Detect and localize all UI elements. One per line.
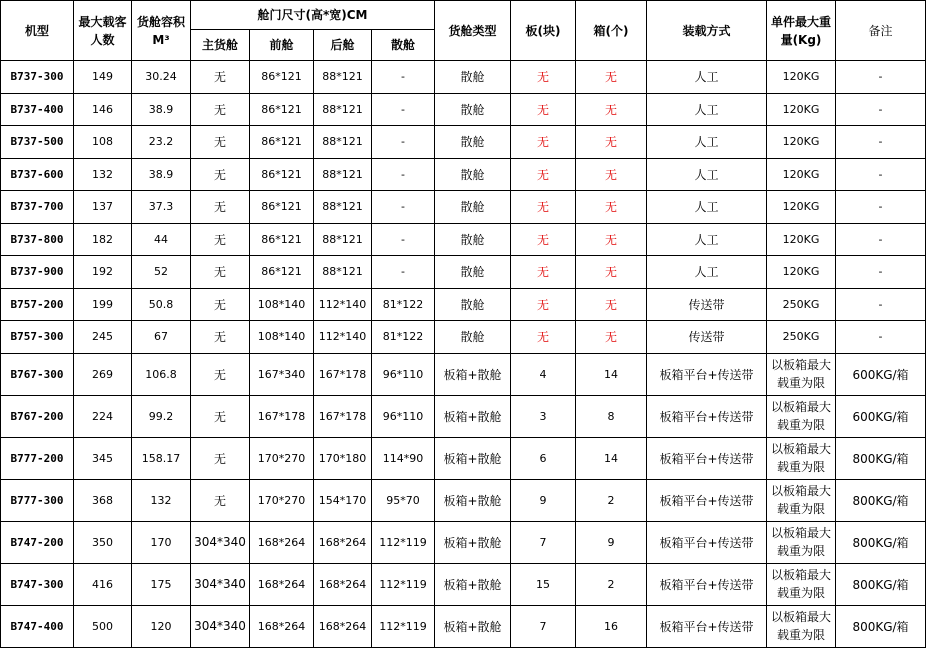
table-row [1, 158, 926, 191]
cell-door-main: 无 [191, 191, 250, 224]
cell-volume: 37.3 [132, 191, 191, 224]
cell-door-main: 无 [191, 321, 250, 354]
cell-door-rear: 167*178 [314, 395, 372, 437]
cell-remark: 600KG/箱 [836, 353, 926, 395]
cell-door-front: 167*340 [250, 353, 314, 395]
cell-remark: - [836, 223, 926, 256]
table-row [1, 353, 926, 395]
cell-door-main: 无 [191, 158, 250, 191]
cell-pallet: 无 [511, 191, 576, 224]
cell-door-bulk: 112*119 [372, 521, 435, 563]
cell-door-bulk: - [372, 93, 435, 126]
header-remark: 备注 [836, 1, 926, 61]
cell-door-bulk: 112*119 [372, 563, 435, 605]
cell-container: 无 [576, 256, 647, 289]
cell-door-rear: 88*121 [314, 93, 372, 126]
cell-hold-type: 散舱 [435, 158, 511, 191]
cell-door-main: 无 [191, 437, 250, 479]
cell-max-weight: 120KG [767, 126, 836, 159]
cell-remark: - [836, 93, 926, 126]
cell-model: B777-300 [1, 479, 74, 521]
header-loading: 装载方式 [647, 1, 767, 61]
cell-loading: 板箱平台+传送带 [647, 605, 767, 647]
table-row [1, 61, 926, 94]
cell-remark: - [836, 158, 926, 191]
cell-hold-type: 散舱 [435, 256, 511, 289]
cell-container: 14 [576, 437, 647, 479]
cell-container: 无 [576, 223, 647, 256]
cell-pallet: 无 [511, 61, 576, 94]
cell-container: 2 [576, 479, 647, 521]
cell-capacity: 416 [74, 563, 132, 605]
cell-pallet: 无 [511, 223, 576, 256]
cell-container: 9 [576, 521, 647, 563]
cell-model: B767-300 [1, 353, 74, 395]
cell-model: B737-500 [1, 126, 74, 159]
cell-door-bulk: - [372, 158, 435, 191]
table-row [1, 256, 926, 289]
cell-hold-type: 板箱+散舱 [435, 563, 511, 605]
header-door-bulk: 散舱 [372, 30, 435, 61]
table-row [1, 321, 926, 354]
header-max-weight: 单件最大重量(Kg) [767, 1, 836, 61]
header-hold-type: 货舱类型 [435, 1, 511, 61]
cell-pallet: 无 [511, 288, 576, 321]
cell-hold-type: 散舱 [435, 93, 511, 126]
cell-capacity: 350 [74, 521, 132, 563]
cell-door-main: 304*340 [191, 521, 250, 563]
cell-container: 无 [576, 288, 647, 321]
cell-door-front: 108*140 [250, 288, 314, 321]
cell-model: B747-200 [1, 521, 74, 563]
cell-door-rear: 167*178 [314, 353, 372, 395]
cell-container: 8 [576, 395, 647, 437]
cell-volume: 23.2 [132, 126, 191, 159]
cell-container: 16 [576, 605, 647, 647]
cell-door-main: 无 [191, 93, 250, 126]
table-row [1, 563, 926, 605]
cell-door-front: 170*270 [250, 479, 314, 521]
cell-volume: 120 [132, 605, 191, 647]
cell-max-weight: 以板箱最大载重为限 [767, 395, 836, 437]
cell-loading: 板箱平台+传送带 [647, 521, 767, 563]
cell-capacity: 500 [74, 605, 132, 647]
cell-loading: 人工 [647, 93, 767, 126]
cell-capacity: 182 [74, 223, 132, 256]
cell-door-bulk: - [372, 61, 435, 94]
cell-door-front: 168*264 [250, 605, 314, 647]
cell-loading: 板箱平台+传送带 [647, 395, 767, 437]
cell-door-bulk: - [372, 256, 435, 289]
cell-door-bulk: - [372, 191, 435, 224]
cell-door-front: 86*121 [250, 158, 314, 191]
cell-door-bulk: 95*70 [372, 479, 435, 521]
cell-door-bulk: - [372, 223, 435, 256]
cell-capacity: 149 [74, 61, 132, 94]
cell-max-weight: 120KG [767, 256, 836, 289]
cell-container: 无 [576, 61, 647, 94]
cell-door-rear: 88*121 [314, 191, 372, 224]
cell-pallet: 无 [511, 126, 576, 159]
cell-remark: 800KG/箱 [836, 437, 926, 479]
header-door-front: 前舱 [250, 30, 314, 61]
cell-door-main: 无 [191, 288, 250, 321]
cell-model: B747-400 [1, 605, 74, 647]
cell-volume: 50.8 [132, 288, 191, 321]
cell-door-main: 无 [191, 223, 250, 256]
cell-pallet: 7 [511, 605, 576, 647]
cell-capacity: 199 [74, 288, 132, 321]
cell-remark: - [836, 61, 926, 94]
cell-pallet: 9 [511, 479, 576, 521]
cell-volume: 175 [132, 563, 191, 605]
cell-door-rear: 88*121 [314, 126, 372, 159]
cell-max-weight: 以板箱最大载重为限 [767, 605, 836, 647]
cell-loading: 传送带 [647, 288, 767, 321]
cell-pallet: 无 [511, 321, 576, 354]
cell-hold-type: 板箱+散舱 [435, 479, 511, 521]
cell-door-bulk: 81*122 [372, 288, 435, 321]
cell-pallet: 无 [511, 158, 576, 191]
cell-door-bulk: - [372, 126, 435, 159]
cell-volume: 44 [132, 223, 191, 256]
cell-door-rear: 154*170 [314, 479, 372, 521]
table-row [1, 223, 926, 256]
cell-loading: 人工 [647, 158, 767, 191]
table-row [1, 437, 926, 479]
cell-remark: - [836, 256, 926, 289]
cell-volume: 132 [132, 479, 191, 521]
cell-door-rear: 88*121 [314, 256, 372, 289]
cell-door-front: 86*121 [250, 93, 314, 126]
cell-door-rear: 88*121 [314, 61, 372, 94]
header-pallet: 板(块) [511, 1, 576, 61]
cell-volume: 67 [132, 321, 191, 354]
cell-model: B777-200 [1, 437, 74, 479]
cell-capacity: 368 [74, 479, 132, 521]
header-door-size: 舱门尺寸(高*宽)CM [191, 1, 435, 30]
cell-door-rear: 170*180 [314, 437, 372, 479]
cell-capacity: 146 [74, 93, 132, 126]
cell-loading: 人工 [647, 256, 767, 289]
cell-remark: - [836, 321, 926, 354]
cell-door-rear: 168*264 [314, 563, 372, 605]
cell-model: B737-600 [1, 158, 74, 191]
cell-door-rear: 168*264 [314, 521, 372, 563]
cell-remark: - [836, 191, 926, 224]
cell-remark: - [836, 126, 926, 159]
cell-capacity: 108 [74, 126, 132, 159]
cell-remark: 800KG/箱 [836, 521, 926, 563]
cell-loading: 板箱平台+传送带 [647, 563, 767, 605]
cell-door-main: 无 [191, 61, 250, 94]
cell-door-bulk: 112*119 [372, 605, 435, 647]
cell-max-weight: 250KG [767, 321, 836, 354]
cell-remark: 800KG/箱 [836, 479, 926, 521]
cell-hold-type: 散舱 [435, 223, 511, 256]
cell-pallet: 无 [511, 93, 576, 126]
cell-hold-type: 散舱 [435, 191, 511, 224]
header-container: 箱(个) [576, 1, 647, 61]
header-capacity: 最大载客人数 [74, 1, 132, 61]
cell-hold-type: 散舱 [435, 288, 511, 321]
cell-model: B747-300 [1, 563, 74, 605]
table-row [1, 126, 926, 159]
cell-door-main: 无 [191, 479, 250, 521]
cell-model: B767-200 [1, 395, 74, 437]
cell-capacity: 269 [74, 353, 132, 395]
cell-loading: 人工 [647, 126, 767, 159]
cell-door-main: 无 [191, 126, 250, 159]
cell-pallet: 6 [511, 437, 576, 479]
cell-pallet: 7 [511, 521, 576, 563]
cell-door-front: 168*264 [250, 521, 314, 563]
header-volume: 货舱容积M³ [132, 1, 191, 61]
cell-door-front: 167*178 [250, 395, 314, 437]
cell-pallet: 无 [511, 256, 576, 289]
cell-door-main: 304*340 [191, 563, 250, 605]
header-door-rear: 后舱 [314, 30, 372, 61]
cell-loading: 板箱平台+传送带 [647, 353, 767, 395]
cell-volume: 38.9 [132, 93, 191, 126]
cell-model: B737-400 [1, 93, 74, 126]
cell-model: B757-300 [1, 321, 74, 354]
cell-door-front: 86*121 [250, 223, 314, 256]
table-body [1, 61, 926, 648]
cell-volume: 38.9 [132, 158, 191, 191]
cell-volume: 30.24 [132, 61, 191, 94]
cell-capacity: 137 [74, 191, 132, 224]
table-row [1, 191, 926, 224]
cell-loading: 人工 [647, 61, 767, 94]
cell-pallet: 3 [511, 395, 576, 437]
cell-remark: 800KG/箱 [836, 605, 926, 647]
cell-door-front: 86*121 [250, 256, 314, 289]
cell-loading: 传送带 [647, 321, 767, 354]
cell-door-rear: 88*121 [314, 158, 372, 191]
cell-door-rear: 88*121 [314, 223, 372, 256]
cell-door-front: 86*121 [250, 126, 314, 159]
cell-max-weight: 以板箱最大载重为限 [767, 479, 836, 521]
cell-model: B737-300 [1, 61, 74, 94]
cell-hold-type: 散舱 [435, 321, 511, 354]
cell-container: 2 [576, 563, 647, 605]
cell-max-weight: 120KG [767, 93, 836, 126]
cell-door-front: 86*121 [250, 61, 314, 94]
cell-max-weight: 以板箱最大载重为限 [767, 563, 836, 605]
cell-loading: 板箱平台+传送带 [647, 437, 767, 479]
header-model: 机型 [1, 1, 74, 61]
cell-model: B737-700 [1, 191, 74, 224]
cell-door-front: 168*264 [250, 563, 314, 605]
table-row [1, 479, 926, 521]
cell-door-rear: 168*264 [314, 605, 372, 647]
table-header [1, 1, 926, 61]
header-door-main: 主货舱 [191, 30, 250, 61]
cell-container: 无 [576, 158, 647, 191]
cell-loading: 人工 [647, 191, 767, 224]
cell-door-bulk: 81*122 [372, 321, 435, 354]
table-row [1, 605, 926, 647]
cell-door-front: 170*270 [250, 437, 314, 479]
cell-max-weight: 120KG [767, 158, 836, 191]
cell-max-weight: 120KG [767, 223, 836, 256]
cell-door-bulk: 114*90 [372, 437, 435, 479]
cell-door-main: 304*340 [191, 605, 250, 647]
cell-hold-type: 板箱+散舱 [435, 605, 511, 647]
cell-max-weight: 以板箱最大载重为限 [767, 521, 836, 563]
cell-capacity: 132 [74, 158, 132, 191]
cell-capacity: 224 [74, 395, 132, 437]
cell-hold-type: 板箱+散舱 [435, 395, 511, 437]
cell-pallet: 4 [511, 353, 576, 395]
cell-door-main: 无 [191, 353, 250, 395]
cell-door-main: 无 [191, 256, 250, 289]
cell-container: 无 [576, 126, 647, 159]
table-row [1, 521, 926, 563]
cell-max-weight: 以板箱最大载重为限 [767, 437, 836, 479]
cell-remark: - [836, 288, 926, 321]
cell-door-front: 86*121 [250, 191, 314, 224]
cell-loading: 人工 [647, 223, 767, 256]
cell-max-weight: 120KG [767, 61, 836, 94]
cell-hold-type: 散舱 [435, 126, 511, 159]
cell-model: B737-800 [1, 223, 74, 256]
cell-container: 无 [576, 321, 647, 354]
cell-volume: 99.2 [132, 395, 191, 437]
cell-door-bulk: 96*110 [372, 395, 435, 437]
cell-container: 14 [576, 353, 647, 395]
cell-hold-type: 散舱 [435, 61, 511, 94]
cell-hold-type: 板箱+散舱 [435, 353, 511, 395]
cell-hold-type: 板箱+散舱 [435, 521, 511, 563]
table-row [1, 395, 926, 437]
table-row [1, 288, 926, 321]
cell-container: 无 [576, 93, 647, 126]
cell-hold-type: 板箱+散舱 [435, 437, 511, 479]
cell-volume: 106.8 [132, 353, 191, 395]
cell-container: 无 [576, 191, 647, 224]
cell-volume: 170 [132, 521, 191, 563]
table-row [1, 93, 926, 126]
cell-remark: 600KG/箱 [836, 395, 926, 437]
cell-door-bulk: 96*110 [372, 353, 435, 395]
cell-door-main: 无 [191, 395, 250, 437]
cell-door-rear: 112*140 [314, 321, 372, 354]
cell-capacity: 192 [74, 256, 132, 289]
cell-volume: 52 [132, 256, 191, 289]
cell-loading: 板箱平台+传送带 [647, 479, 767, 521]
cell-capacity: 245 [74, 321, 132, 354]
cell-pallet: 15 [511, 563, 576, 605]
cell-capacity: 345 [74, 437, 132, 479]
cell-volume: 158.17 [132, 437, 191, 479]
cell-max-weight: 120KG [767, 191, 836, 224]
cell-max-weight: 250KG [767, 288, 836, 321]
cell-model: B737-900 [1, 256, 74, 289]
cell-model: B757-200 [1, 288, 74, 321]
cell-remark: 800KG/箱 [836, 563, 926, 605]
cell-max-weight: 以板箱最大载重为限 [767, 353, 836, 395]
cell-door-rear: 112*140 [314, 288, 372, 321]
cell-door-front: 108*140 [250, 321, 314, 354]
